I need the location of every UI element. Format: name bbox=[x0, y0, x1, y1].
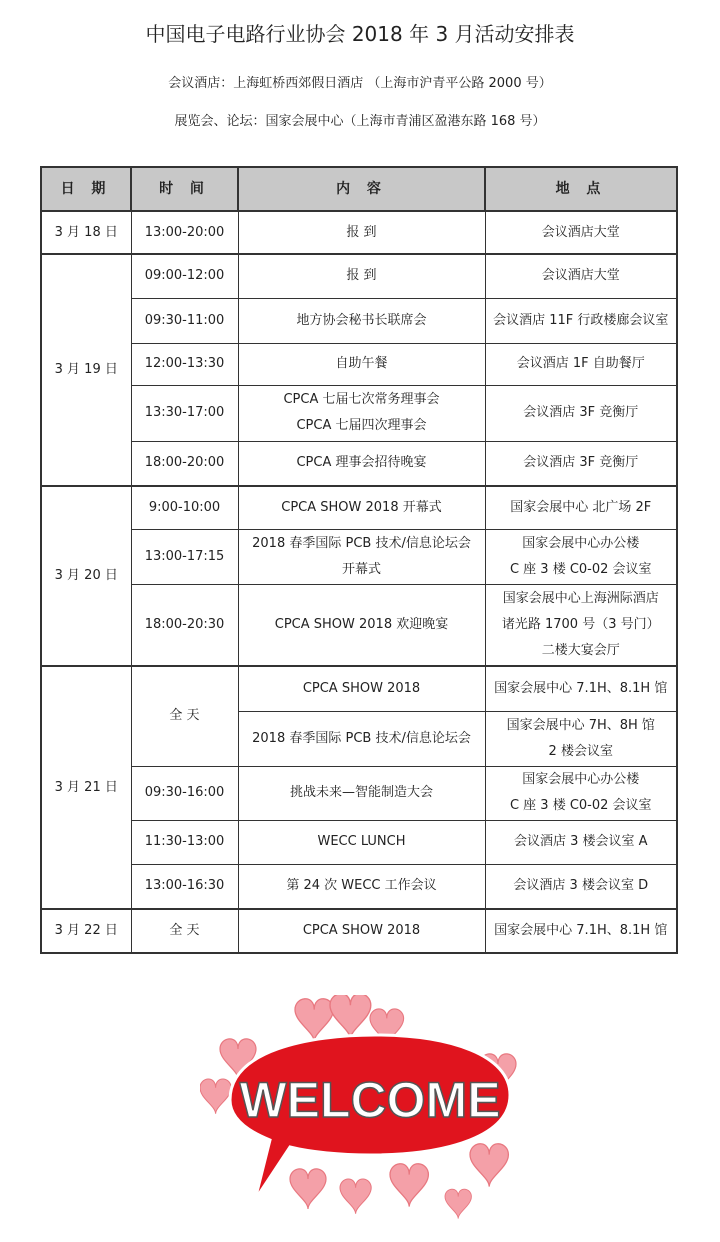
cell-text: 9:00-10:00 bbox=[148, 499, 221, 515]
cell-text: 会议酒店 1F 自助餐厅 bbox=[516, 356, 645, 371]
cell-text: 2018 春季国际 PCB 技术/信息论坛会 bbox=[252, 730, 471, 746]
cell-text: WECC LUNCH bbox=[317, 834, 406, 849]
cell-text: 18:00-20:30 bbox=[144, 616, 225, 632]
time-cell bbox=[131, 909, 238, 953]
content-cell bbox=[238, 385, 485, 441]
cell-text: 全 天 bbox=[169, 708, 200, 724]
cell-text: 第 24 次 WECC 工作会议 bbox=[286, 878, 437, 894]
time-cell bbox=[131, 385, 238, 441]
content-cell bbox=[238, 909, 485, 953]
header-time: 时 间 bbox=[131, 167, 238, 211]
time-cell bbox=[131, 254, 238, 298]
place-cell bbox=[485, 529, 677, 584]
table-row bbox=[41, 343, 677, 385]
cell-text: 国家会展中心办公楼 bbox=[522, 772, 640, 787]
cell-text: 报 到 bbox=[346, 268, 377, 284]
cell-text: 会议酒店 11F 行政楼廊会议室 bbox=[493, 312, 669, 328]
date-cell bbox=[41, 486, 131, 666]
content-cell bbox=[238, 441, 485, 486]
cell-text: 2018 春季国际 PCB 技术/信息论坛会 bbox=[252, 535, 471, 551]
table-row bbox=[41, 529, 677, 584]
content-cell bbox=[238, 666, 485, 711]
place-cell bbox=[485, 584, 677, 666]
table-row bbox=[41, 766, 677, 820]
content-cell bbox=[238, 529, 485, 584]
cell-text: CPCA 七届四次理事会 bbox=[296, 418, 427, 433]
cell-text: 18:00-20:00 bbox=[144, 455, 225, 471]
cell-text: 会议酒店 3 楼会议室 D bbox=[513, 878, 649, 894]
cell-text: 二楼大宴会厅 bbox=[541, 642, 620, 658]
table-row bbox=[41, 254, 677, 298]
content-cell bbox=[238, 864, 485, 909]
time-cell bbox=[131, 441, 238, 486]
cell-text: 3 月 22 日 bbox=[54, 923, 118, 938]
time-cell bbox=[131, 584, 238, 666]
cell-text: 会议酒店大堂 bbox=[541, 224, 620, 240]
cell-text: CPCA 理事会招待晚宴 bbox=[296, 455, 427, 471]
cell-text: 3 月 20 日 bbox=[54, 568, 118, 583]
cell-text: 国家会展中心 7H、8H 馆 bbox=[506, 717, 655, 733]
cell-text: 13:00-17:15 bbox=[144, 548, 225, 564]
header-place: 地 点 bbox=[485, 167, 677, 211]
cell-text: 自助午餐 bbox=[335, 356, 388, 371]
cell-text: 09:00-12:00 bbox=[144, 268, 225, 284]
hotel-info: 会议酒店：上海虹桥西郊假日酒店 （上海市沪青平公路 2000 号） bbox=[168, 76, 552, 91]
time-cell bbox=[131, 766, 238, 820]
time-cell bbox=[131, 864, 238, 909]
cell-text: 国家会展中心 7.1H、8.1H 馆 bbox=[494, 923, 668, 938]
cell-text: 3 月 21 日 bbox=[54, 779, 118, 795]
content-cell bbox=[238, 820, 485, 864]
cell-text: 09:30-16:00 bbox=[144, 785, 225, 800]
table-row bbox=[41, 211, 677, 254]
cell-text: CPCA SHOW 2018 bbox=[302, 923, 421, 938]
cell-text: C 座 3 楼 C0-02 会议室 bbox=[509, 798, 652, 813]
cell-text: 会议酒店 3F 竞衡厅 bbox=[523, 455, 639, 471]
place-cell bbox=[485, 254, 677, 298]
cell-text: 报 到 bbox=[346, 224, 377, 240]
cell-text: 13:00-20:00 bbox=[144, 224, 225, 240]
cell-text: 12:00-13:30 bbox=[144, 356, 225, 371]
cell-text: 会议酒店 3 楼会议室 A bbox=[513, 834, 648, 849]
place-cell bbox=[485, 486, 677, 529]
place-cell bbox=[485, 820, 677, 864]
content-cell bbox=[238, 766, 485, 820]
cell-text: C 座 3 楼 C0-02 会议室 bbox=[509, 561, 652, 577]
time-cell bbox=[131, 666, 238, 766]
table-row bbox=[41, 441, 677, 486]
content-cell bbox=[238, 298, 485, 343]
content-cell bbox=[238, 254, 485, 298]
place-cell bbox=[485, 666, 677, 711]
schedule-table bbox=[40, 166, 678, 954]
table-row bbox=[41, 584, 677, 666]
time-cell bbox=[131, 529, 238, 584]
page-title: 中国电子电路行业协会 2018 年 3 月活动安排表 bbox=[145, 22, 575, 46]
date-cell bbox=[41, 211, 131, 254]
table-row bbox=[41, 298, 677, 343]
table-row bbox=[41, 820, 677, 864]
place-cell bbox=[485, 385, 677, 441]
cell-text: 开幕式 bbox=[341, 561, 381, 577]
place-cell bbox=[485, 909, 677, 953]
date-cell bbox=[41, 666, 131, 909]
place-cell bbox=[485, 864, 677, 909]
table-row bbox=[41, 486, 677, 529]
table-header bbox=[41, 167, 677, 211]
place-cell bbox=[485, 298, 677, 343]
content-cell bbox=[238, 711, 485, 766]
cell-text: 诸光路 1700 号（3 号门） bbox=[501, 616, 660, 632]
table-row bbox=[41, 864, 677, 909]
cell-text: CPCA SHOW 2018 bbox=[302, 680, 421, 696]
header-content: 内 容 bbox=[238, 167, 485, 211]
time-cell bbox=[131, 298, 238, 343]
table-row bbox=[41, 909, 677, 953]
cell-text: 09:30-11:00 bbox=[144, 312, 225, 328]
cell-text: 地方协会秘书长联席会 bbox=[296, 312, 427, 328]
time-cell bbox=[131, 343, 238, 385]
cell-text: 国家会展中心 北广场 2F bbox=[510, 499, 652, 515]
place-cell bbox=[485, 441, 677, 486]
time-cell bbox=[131, 486, 238, 529]
cell-text: 国家会展中心办公楼 bbox=[522, 535, 640, 551]
cell-text: CPCA SHOW 2018 开幕式 bbox=[281, 499, 442, 515]
welcome-graphic bbox=[200, 995, 530, 1225]
content-cell bbox=[238, 211, 485, 254]
welcome-text: WELCOME bbox=[239, 1072, 501, 1128]
cell-text: CPCA SHOW 2018 欢迎晚宴 bbox=[274, 616, 449, 632]
cell-text: 挑战未来—智能制造大会 bbox=[289, 785, 433, 800]
cell-text: 会议酒店大堂 bbox=[541, 268, 620, 284]
cell-text: 13:30-17:00 bbox=[144, 405, 225, 420]
content-cell bbox=[238, 584, 485, 666]
table-row bbox=[41, 385, 677, 441]
cell-text: 国家会展中心 7.1H、8.1H 馆 bbox=[494, 680, 668, 696]
cell-text: 会议酒店 3F 竞衡厅 bbox=[523, 405, 639, 420]
cell-text: 2 楼会议室 bbox=[548, 743, 613, 759]
table-row bbox=[41, 666, 677, 711]
cell-text: 3 月 19 日 bbox=[54, 362, 118, 377]
place-cell bbox=[485, 343, 677, 385]
venue-info: 展览会、论坛：国家会展中心（上海市青浦区盈港东路 168 号） bbox=[174, 114, 546, 129]
time-cell bbox=[131, 211, 238, 254]
cell-text: 全 天 bbox=[169, 923, 200, 938]
place-cell bbox=[485, 711, 677, 766]
cell-text: CPCA 七届七次常务理事会 bbox=[283, 392, 440, 407]
cell-text: 11:30-13:00 bbox=[144, 834, 225, 849]
content-cell bbox=[238, 486, 485, 529]
content-cell bbox=[238, 343, 485, 385]
cell-text: 国家会展中心上海洲际酒店 bbox=[502, 590, 659, 606]
place-cell bbox=[485, 766, 677, 820]
date-cell bbox=[41, 254, 131, 486]
cell-text: 3 月 18 日 bbox=[54, 224, 118, 240]
cell-text: 13:00-16:30 bbox=[144, 878, 225, 894]
place-cell bbox=[485, 211, 677, 254]
date-cell bbox=[41, 909, 131, 953]
time-cell bbox=[131, 820, 238, 864]
header-date: 日 期 bbox=[41, 167, 131, 211]
